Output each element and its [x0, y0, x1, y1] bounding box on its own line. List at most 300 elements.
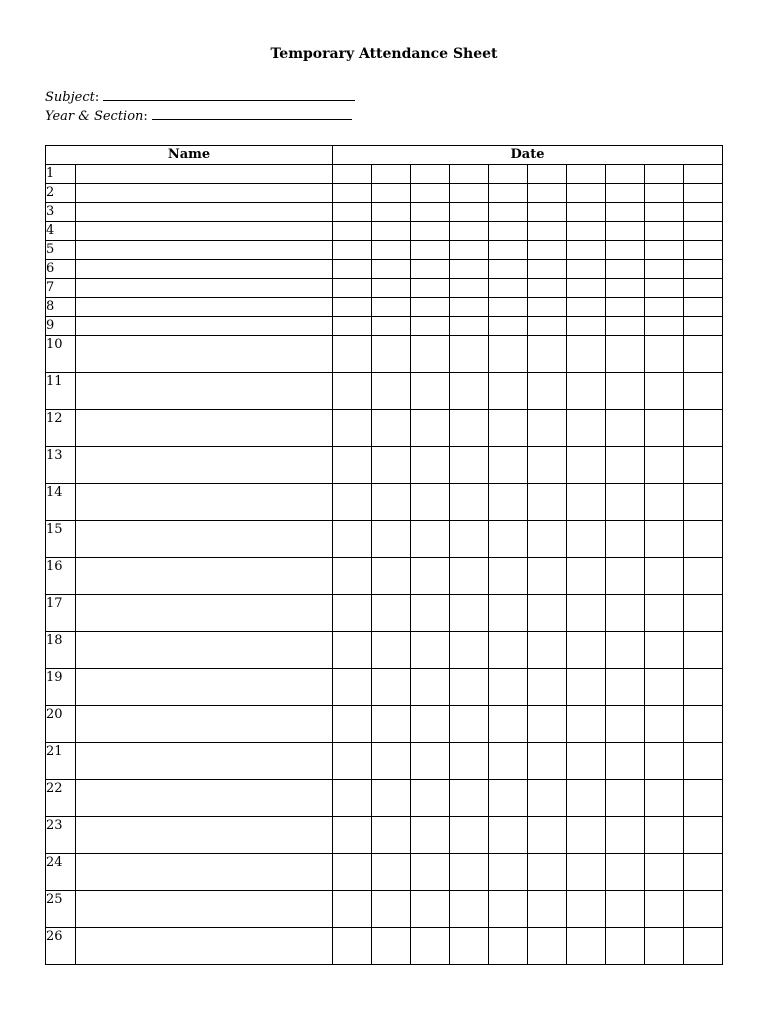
date-cell[interactable] — [567, 260, 606, 279]
date-cell[interactable] — [489, 558, 528, 595]
date-cell[interactable] — [489, 222, 528, 241]
date-cell[interactable] — [528, 632, 567, 669]
date-cell[interactable] — [333, 928, 372, 965]
date-cell[interactable] — [606, 336, 645, 373]
name-cell[interactable] — [76, 521, 333, 558]
date-cell[interactable] — [645, 632, 684, 669]
date-cell[interactable] — [489, 298, 528, 317]
date-cell[interactable] — [333, 447, 372, 484]
date-cell[interactable] — [567, 558, 606, 595]
date-cell[interactable] — [645, 928, 684, 965]
name-cell[interactable] — [76, 558, 333, 595]
date-cell[interactable] — [567, 706, 606, 743]
date-cell[interactable] — [372, 632, 411, 669]
date-cell[interactable] — [528, 484, 567, 521]
name-cell[interactable] — [76, 317, 333, 336]
date-cell[interactable] — [489, 260, 528, 279]
name-cell[interactable] — [76, 595, 333, 632]
date-cell[interactable] — [684, 260, 723, 279]
date-cell[interactable] — [567, 484, 606, 521]
date-cell[interactable] — [645, 260, 684, 279]
date-cell[interactable] — [489, 336, 528, 373]
date-cell[interactable] — [567, 241, 606, 260]
date-cell[interactable] — [606, 521, 645, 558]
date-cell[interactable] — [606, 373, 645, 410]
name-cell[interactable] — [76, 817, 333, 854]
date-cell[interactable] — [333, 595, 372, 632]
date-cell[interactable] — [528, 447, 567, 484]
name-cell[interactable] — [76, 447, 333, 484]
date-cell[interactable] — [684, 780, 723, 817]
date-cell[interactable] — [567, 669, 606, 706]
date-cell[interactable] — [645, 317, 684, 336]
row-number: 7 — [46, 279, 76, 298]
date-cell[interactable] — [684, 279, 723, 298]
date-cell[interactable] — [372, 558, 411, 595]
date-cell[interactable] — [372, 260, 411, 279]
date-cell[interactable] — [489, 891, 528, 928]
date-cell[interactable] — [489, 317, 528, 336]
date-cell[interactable] — [567, 165, 606, 184]
date-cell[interactable] — [645, 669, 684, 706]
date-cell[interactable] — [489, 632, 528, 669]
date-cell[interactable] — [450, 484, 489, 521]
name-cell[interactable] — [76, 260, 333, 279]
date-cell[interactable] — [372, 298, 411, 317]
date-cell[interactable] — [411, 447, 450, 484]
date-cell[interactable] — [489, 743, 528, 780]
date-cell[interactable] — [372, 241, 411, 260]
subject-field[interactable] — [45, 87, 355, 107]
date-cell[interactable] — [372, 780, 411, 817]
date-cell[interactable] — [411, 203, 450, 222]
date-cell[interactable] — [333, 260, 372, 279]
subject-input-line[interactable] — [103, 87, 355, 101]
table-row — [46, 298, 723, 317]
table-row — [46, 260, 723, 279]
name-cell[interactable] — [76, 854, 333, 891]
date-cell[interactable] — [450, 184, 489, 203]
name-cell[interactable] — [76, 484, 333, 521]
date-cell[interactable] — [450, 928, 489, 965]
date-cell[interactable] — [372, 706, 411, 743]
date-cell[interactable] — [606, 484, 645, 521]
date-cell[interactable] — [411, 595, 450, 632]
date-cell[interactable] — [567, 891, 606, 928]
date-cell[interactable] — [684, 222, 723, 241]
date-cell[interactable] — [528, 410, 567, 447]
date-cell[interactable] — [489, 165, 528, 184]
name-cell[interactable] — [76, 298, 333, 317]
date-cell[interactable] — [528, 928, 567, 965]
date-cell[interactable] — [450, 165, 489, 184]
date-cell[interactable] — [645, 780, 684, 817]
date-cell[interactable] — [333, 743, 372, 780]
date-cell[interactable] — [567, 373, 606, 410]
date-cell[interactable] — [684, 743, 723, 780]
name-cell[interactable] — [76, 336, 333, 373]
date-cell[interactable] — [372, 669, 411, 706]
date-cell[interactable] — [567, 521, 606, 558]
date-cell[interactable] — [489, 373, 528, 410]
date-cell[interactable] — [333, 817, 372, 854]
date-cell[interactable] — [450, 222, 489, 241]
date-cell[interactable] — [645, 521, 684, 558]
date-cell[interactable] — [411, 279, 450, 298]
name-cell[interactable] — [76, 632, 333, 669]
date-cell[interactable] — [372, 854, 411, 891]
date-cell[interactable] — [567, 298, 606, 317]
date-cell[interactable] — [606, 706, 645, 743]
date-cell[interactable] — [528, 222, 567, 241]
date-cell[interactable] — [567, 780, 606, 817]
date-cell[interactable] — [411, 373, 450, 410]
date-cell[interactable] — [450, 373, 489, 410]
date-cell[interactable] — [528, 336, 567, 373]
date-cell[interactable] — [606, 279, 645, 298]
date-cell[interactable] — [489, 410, 528, 447]
date-cell[interactable] — [645, 817, 684, 854]
date-cell[interactable] — [684, 706, 723, 743]
date-cell[interactable] — [450, 317, 489, 336]
date-cell[interactable] — [411, 817, 450, 854]
date-cell[interactable] — [411, 184, 450, 203]
date-cell[interactable] — [411, 743, 450, 780]
date-cell[interactable] — [684, 521, 723, 558]
date-cell[interactable] — [372, 595, 411, 632]
date-cell[interactable] — [606, 317, 645, 336]
date-cell[interactable] — [645, 373, 684, 410]
date-cell[interactable] — [684, 558, 723, 595]
date-cell[interactable] — [645, 706, 684, 743]
date-cell[interactable] — [645, 298, 684, 317]
date-cell[interactable] — [411, 165, 450, 184]
date-cell[interactable] — [333, 184, 372, 203]
date-cell[interactable] — [450, 817, 489, 854]
date-cell[interactable] — [606, 632, 645, 669]
name-cell[interactable] — [76, 373, 333, 410]
date-cell[interactable] — [411, 317, 450, 336]
date-cell[interactable] — [333, 891, 372, 928]
date-cell[interactable] — [333, 484, 372, 521]
date-cell[interactable] — [645, 184, 684, 203]
date-cell[interactable] — [333, 854, 372, 891]
date-cell[interactable] — [645, 743, 684, 780]
date-cell[interactable] — [450, 891, 489, 928]
date-cell[interactable] — [333, 669, 372, 706]
date-cell[interactable] — [606, 595, 645, 632]
date-cell[interactable] — [372, 184, 411, 203]
date-cell[interactable] — [489, 817, 528, 854]
date-cell[interactable] — [645, 854, 684, 891]
date-cell[interactable] — [528, 317, 567, 336]
date-cell[interactable] — [333, 632, 372, 669]
date-cell[interactable] — [411, 854, 450, 891]
date-cell[interactable] — [411, 484, 450, 521]
date-cell[interactable] — [528, 891, 567, 928]
date-cell[interactable] — [645, 279, 684, 298]
date-cell[interactable] — [528, 854, 567, 891]
date-cell[interactable] — [489, 521, 528, 558]
date-cell[interactable] — [372, 203, 411, 222]
date-cell[interactable] — [450, 854, 489, 891]
date-cell[interactable] — [684, 410, 723, 447]
date-cell[interactable] — [489, 447, 528, 484]
date-cell[interactable] — [684, 447, 723, 484]
date-cell[interactable] — [489, 854, 528, 891]
date-cell[interactable] — [450, 241, 489, 260]
date-cell[interactable] — [528, 260, 567, 279]
date-cell[interactable] — [450, 203, 489, 222]
date-cell[interactable] — [411, 222, 450, 241]
table-row — [46, 521, 723, 558]
date-cell[interactable] — [528, 184, 567, 203]
date-cell[interactable] — [684, 928, 723, 965]
name-cell[interactable] — [76, 279, 333, 298]
date-cell[interactable] — [411, 706, 450, 743]
date-cell[interactable] — [411, 558, 450, 595]
table-row — [46, 241, 723, 260]
date-cell[interactable] — [645, 336, 684, 373]
date-cell[interactable] — [567, 279, 606, 298]
date-cell[interactable] — [567, 743, 606, 780]
date-cell[interactable] — [450, 743, 489, 780]
date-cell[interactable] — [411, 521, 450, 558]
date-cell[interactable] — [333, 317, 372, 336]
date-cell[interactable] — [528, 165, 567, 184]
date-cell[interactable] — [489, 279, 528, 298]
date-cell[interactable] — [489, 595, 528, 632]
date-cell[interactable] — [333, 336, 372, 373]
date-cell[interactable] — [528, 298, 567, 317]
name-cell[interactable] — [76, 222, 333, 241]
date-cell[interactable] — [372, 484, 411, 521]
name-cell[interactable] — [76, 891, 333, 928]
date-cell[interactable] — [333, 222, 372, 241]
date-cell[interactable] — [645, 241, 684, 260]
date-cell[interactable] — [411, 669, 450, 706]
date-cell[interactable] — [606, 222, 645, 241]
date-cell[interactable] — [567, 928, 606, 965]
date-cell[interactable] — [333, 373, 372, 410]
date-cell[interactable] — [645, 203, 684, 222]
date-cell[interactable] — [684, 817, 723, 854]
name-cell[interactable] — [76, 743, 333, 780]
date-cell[interactable] — [333, 558, 372, 595]
date-cell[interactable] — [684, 184, 723, 203]
row-number: 17 — [46, 595, 76, 632]
date-cell[interactable] — [606, 780, 645, 817]
date-cell[interactable] — [528, 817, 567, 854]
date-cell[interactable] — [333, 780, 372, 817]
date-cell[interactable] — [372, 743, 411, 780]
date-cell[interactable] — [333, 410, 372, 447]
date-cell[interactable] — [489, 241, 528, 260]
date-cell[interactable] — [528, 706, 567, 743]
date-cell[interactable] — [606, 447, 645, 484]
date-cell[interactable] — [606, 817, 645, 854]
date-cell[interactable] — [684, 854, 723, 891]
year-section-field[interactable] — [45, 106, 352, 126]
date-cell[interactable] — [528, 521, 567, 558]
date-cell[interactable] — [450, 558, 489, 595]
date-cell[interactable] — [411, 241, 450, 260]
date-cell[interactable] — [606, 298, 645, 317]
date-cell[interactable] — [684, 298, 723, 317]
date-cell[interactable] — [528, 595, 567, 632]
date-cell[interactable] — [333, 165, 372, 184]
date-cell[interactable] — [684, 203, 723, 222]
date-cell[interactable] — [606, 410, 645, 447]
date-cell[interactable] — [528, 373, 567, 410]
table-row — [46, 317, 723, 336]
date-cell[interactable] — [372, 817, 411, 854]
date-cell[interactable] — [528, 743, 567, 780]
date-cell[interactable] — [372, 279, 411, 298]
date-cell[interactable] — [411, 928, 450, 965]
date-cell[interactable] — [411, 298, 450, 317]
date-cell[interactable] — [372, 521, 411, 558]
date-cell[interactable] — [450, 336, 489, 373]
date-cell[interactable] — [372, 336, 411, 373]
date-cell[interactable] — [372, 317, 411, 336]
date-cell[interactable] — [372, 410, 411, 447]
date-cell[interactable] — [411, 891, 450, 928]
date-cell[interactable] — [567, 203, 606, 222]
row-number: 21 — [46, 743, 76, 780]
date-cell[interactable] — [450, 780, 489, 817]
date-cell[interactable] — [489, 203, 528, 222]
date-cell[interactable] — [567, 184, 606, 203]
date-cell[interactable] — [684, 317, 723, 336]
date-cell[interactable] — [606, 260, 645, 279]
date-cell[interactable] — [645, 891, 684, 928]
date-cell[interactable] — [372, 928, 411, 965]
date-cell[interactable] — [489, 706, 528, 743]
date-cell[interactable] — [450, 447, 489, 484]
date-cell[interactable] — [333, 521, 372, 558]
date-cell[interactable] — [333, 706, 372, 743]
date-cell[interactable] — [567, 595, 606, 632]
table-row — [46, 336, 723, 373]
date-cell[interactable] — [450, 632, 489, 669]
date-cell[interactable] — [606, 891, 645, 928]
date-cell[interactable] — [567, 632, 606, 669]
date-cell[interactable] — [645, 558, 684, 595]
date-cell[interactable] — [567, 410, 606, 447]
date-cell[interactable] — [372, 373, 411, 410]
date-cell[interactable] — [684, 484, 723, 521]
date-cell[interactable] — [567, 336, 606, 373]
name-cell[interactable] — [76, 241, 333, 260]
date-cell[interactable] — [411, 410, 450, 447]
date-cell[interactable] — [606, 743, 645, 780]
date-cell[interactable] — [450, 410, 489, 447]
date-cell[interactable] — [528, 279, 567, 298]
date-cell[interactable] — [684, 595, 723, 632]
name-cell[interactable] — [76, 165, 333, 184]
date-cell[interactable] — [684, 669, 723, 706]
name-cell[interactable] — [76, 669, 333, 706]
date-cell[interactable] — [684, 632, 723, 669]
date-cell[interactable] — [372, 891, 411, 928]
date-cell[interactable] — [567, 854, 606, 891]
date-cell[interactable] — [489, 780, 528, 817]
year-section-input-line[interactable] — [152, 106, 352, 120]
date-cell[interactable] — [411, 336, 450, 373]
date-cell[interactable] — [333, 279, 372, 298]
date-cell[interactable] — [528, 558, 567, 595]
date-cell[interactable] — [333, 298, 372, 317]
date-cell[interactable] — [372, 447, 411, 484]
date-cell[interactable] — [489, 928, 528, 965]
date-cell[interactable] — [333, 203, 372, 222]
date-cell[interactable] — [606, 928, 645, 965]
date-cell[interactable] — [528, 669, 567, 706]
date-cell[interactable] — [645, 595, 684, 632]
name-cell[interactable] — [76, 780, 333, 817]
date-cell[interactable] — [684, 241, 723, 260]
date-cell[interactable] — [489, 669, 528, 706]
date-cell[interactable] — [684, 336, 723, 373]
date-cell[interactable] — [450, 298, 489, 317]
date-cell[interactable] — [450, 521, 489, 558]
date-cell[interactable] — [333, 241, 372, 260]
date-cell[interactable] — [567, 817, 606, 854]
date-cell[interactable] — [606, 669, 645, 706]
name-cell[interactable] — [76, 706, 333, 743]
date-cell[interactable] — [528, 203, 567, 222]
date-cell[interactable] — [411, 260, 450, 279]
date-cell[interactable] — [567, 447, 606, 484]
date-cell[interactable] — [606, 184, 645, 203]
date-cell[interactable] — [528, 241, 567, 260]
date-cell[interactable] — [567, 317, 606, 336]
row-number: 12 — [46, 410, 76, 447]
date-cell[interactable] — [684, 373, 723, 410]
name-cell[interactable] — [76, 184, 333, 203]
name-cell[interactable] — [76, 410, 333, 447]
date-cell[interactable] — [645, 447, 684, 484]
name-cell[interactable] — [76, 203, 333, 222]
date-cell[interactable] — [606, 854, 645, 891]
date-cell[interactable] — [606, 203, 645, 222]
date-cell[interactable] — [372, 222, 411, 241]
date-cell[interactable] — [645, 484, 684, 521]
date-cell[interactable] — [645, 410, 684, 447]
date-cell[interactable] — [684, 165, 723, 184]
date-cell[interactable] — [645, 165, 684, 184]
date-cell[interactable] — [489, 484, 528, 521]
date-cell[interactable] — [606, 165, 645, 184]
date-cell[interactable] — [528, 780, 567, 817]
date-cell[interactable] — [567, 222, 606, 241]
name-cell[interactable] — [76, 928, 333, 965]
date-cell[interactable] — [450, 260, 489, 279]
date-cell[interactable] — [411, 780, 450, 817]
date-cell[interactable] — [606, 558, 645, 595]
date-cell[interactable] — [450, 669, 489, 706]
date-cell[interactable] — [450, 595, 489, 632]
date-cell[interactable] — [450, 706, 489, 743]
date-cell[interactable] — [684, 891, 723, 928]
date-cell[interactable] — [411, 632, 450, 669]
date-cell[interactable] — [372, 165, 411, 184]
date-cell[interactable] — [489, 184, 528, 203]
date-cell[interactable] — [450, 279, 489, 298]
date-cell[interactable] — [606, 241, 645, 260]
date-cell[interactable] — [645, 222, 684, 241]
